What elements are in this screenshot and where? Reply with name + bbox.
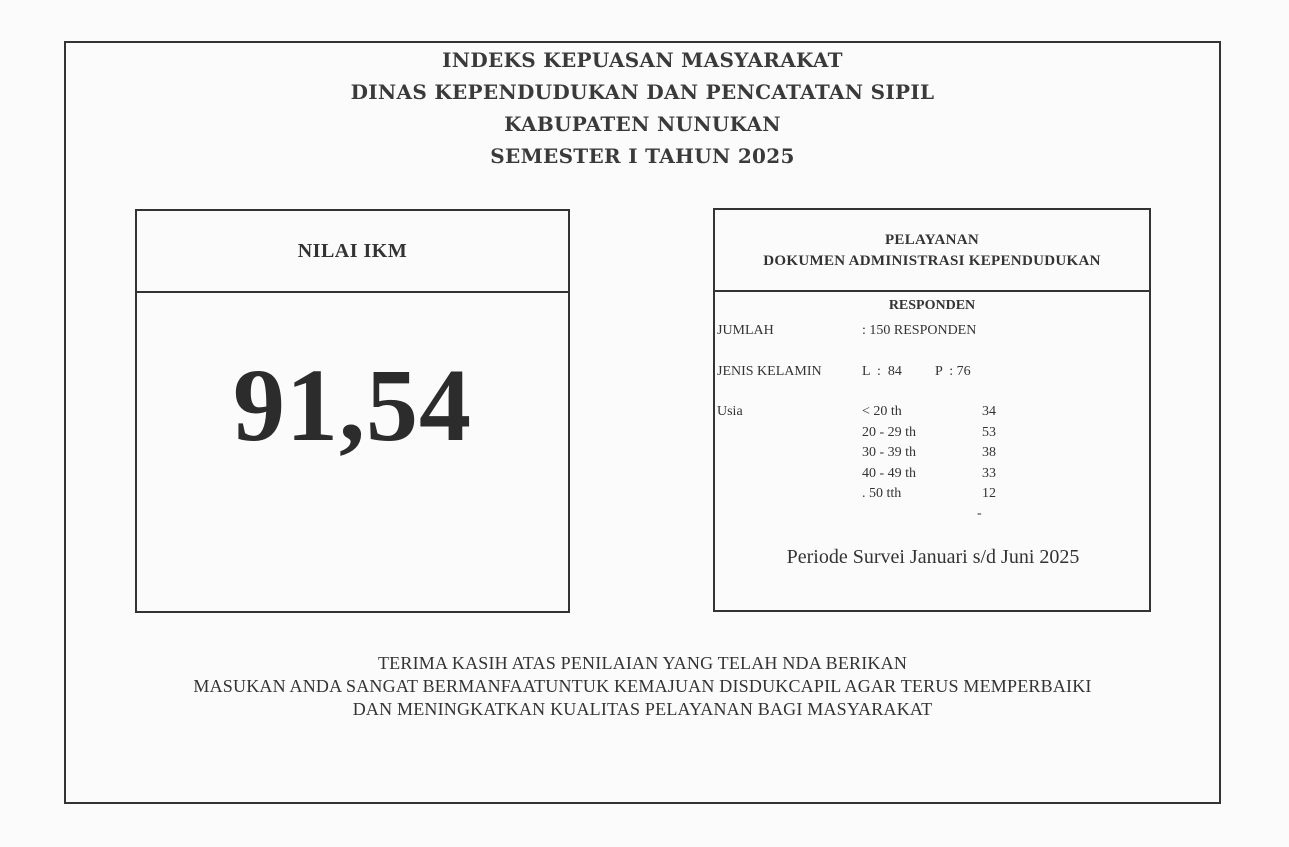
gender-label: JENIS KELAMIN <box>717 364 822 379</box>
age-range: 30 - 39 th <box>862 445 917 460</box>
dash-mark: - <box>977 506 982 521</box>
header-period: SEMESTER I TAHUN 2025 <box>490 144 795 168</box>
footer <box>64 652 1221 721</box>
footer-line3: DAN MENINGKATKAN KUALITAS PELAYANAN BAGI MASYARAKAT <box>352 699 933 719</box>
age-range: < 20 th <box>862 404 902 419</box>
footer-line1: TERIMA KASIH ATAS PENILAIAN YANG TELAH NDA BERIKAN <box>377 653 908 673</box>
gender-female: P : 76 <box>935 364 971 379</box>
gender-male: L : 84 <box>862 364 902 379</box>
total-label: JUMLAH <box>717 323 774 338</box>
age-count: 38 <box>982 445 996 460</box>
service-box <box>713 208 1151 612</box>
footer-line2: MASUKAN ANDA SANGAT BERMANFAATUNTUK KEMAJUAN DISDUKCAPIL AGAR TERUS MEMPERBAIKI <box>193 676 1092 696</box>
header-region: KABUPATEN NUNUKAN <box>504 112 781 136</box>
age-range: . 50 tth <box>862 486 902 501</box>
respondents-heading: RESPONDEN <box>888 298 976 313</box>
ikm-title: NILAI IKM <box>137 211 568 293</box>
ikm-box <box>135 209 570 613</box>
age-range: 40 - 49 th <box>862 466 917 481</box>
header-title: INDEKS KEPUASAN MASYARAKAT <box>442 48 843 72</box>
service-title <box>715 210 1149 292</box>
header-agency: DINAS KEPENDUDUKAN DAN PENCATATAN SIPIL <box>350 80 935 104</box>
service-title-line1: PELAYANAN <box>884 232 980 248</box>
age-count: 53 <box>982 425 996 440</box>
ikm-score: 91,54 <box>233 348 472 463</box>
service-title-line2: DOKUMEN ADMINISTRASI KEPENDUDUKAN <box>763 253 1101 269</box>
header <box>64 44 1221 172</box>
age-count: 33 <box>982 466 996 481</box>
survey-period: Periode Survei Januari s/d Juni 2025 <box>786 546 1080 568</box>
age-count: 12 <box>982 486 996 501</box>
age-count: 34 <box>982 404 996 419</box>
age-label: Usia <box>717 404 743 419</box>
total-value: : 150 RESPONDEN <box>862 323 977 338</box>
age-range: 20 - 29 th <box>862 425 917 440</box>
